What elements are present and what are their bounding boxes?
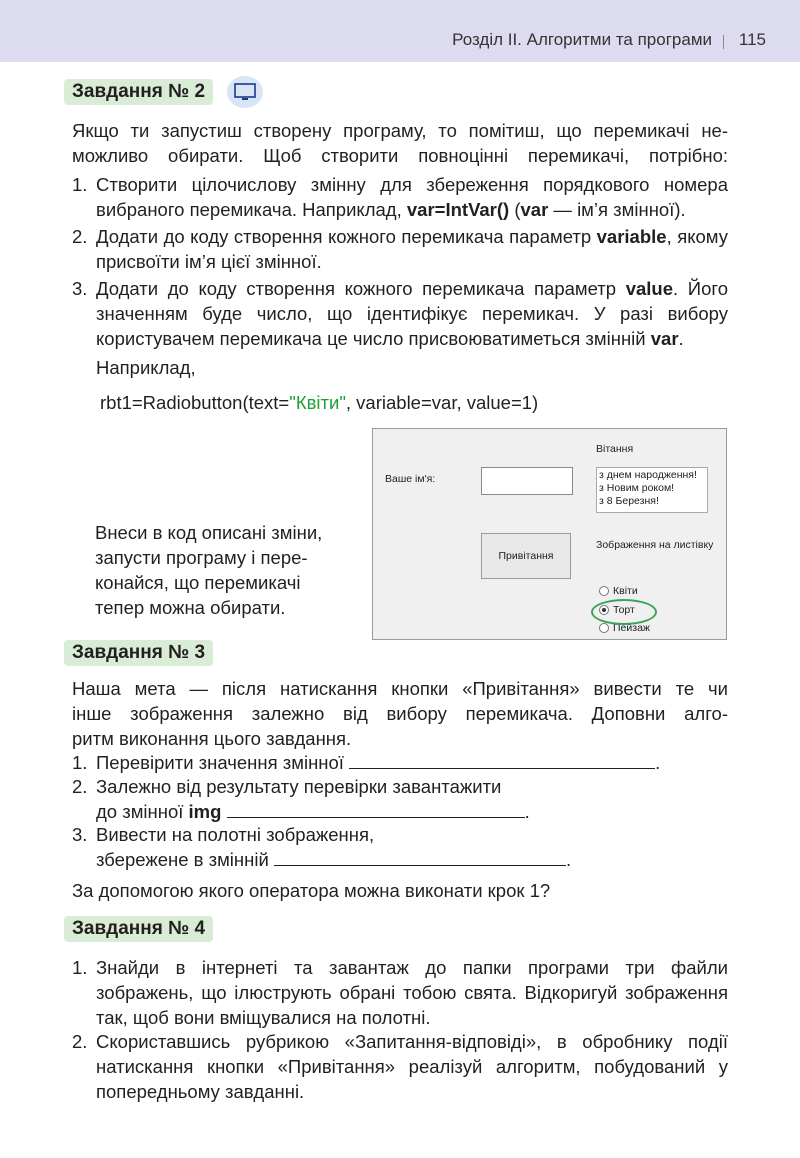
radio-label: Торт (613, 604, 635, 616)
item-text: Перевірити значення змінної (96, 752, 344, 773)
answer-blank[interactable] (227, 817, 525, 818)
item-text: ( (509, 199, 521, 220)
task2-side-text (95, 520, 322, 620)
task3-line3: ритм виконання цього завдання. (72, 728, 352, 749)
page-number: 115 (738, 30, 766, 49)
item-text: Вивести на полотні зображення, (96, 824, 375, 845)
code-part: , variable=var, value=1) (345, 392, 539, 413)
item-number: 1. (72, 957, 88, 978)
radio-flowers[interactable] (599, 585, 638, 597)
task4-item-2 (72, 1029, 728, 1104)
code-string: "Квіти" (289, 392, 346, 413)
code-term: variable (596, 226, 667, 247)
item-text: — ім’я змінної). (548, 199, 686, 220)
task2-item-3 (72, 276, 728, 380)
section-title: Розділ ІІ. Алгоритми та програми (452, 30, 712, 49)
answer-blank[interactable] (349, 768, 655, 769)
task2-item-2 (72, 224, 728, 274)
item-number: 2. (72, 776, 88, 797)
greeting-option[interactable]: з Новим роком! (599, 482, 675, 494)
side-text-line: запусти програму і пере- (95, 547, 308, 568)
item-text: . (678, 328, 684, 349)
code-term: var=IntVar() (406, 199, 510, 220)
radio-label: Пейзаж (613, 622, 650, 634)
item-number: 1. (72, 174, 88, 195)
task3-item-3: 3. Вивести на полотні зображення, збережене в змінній . (72, 822, 728, 872)
item-number: 1. (72, 752, 88, 773)
code-term: var (520, 199, 549, 220)
task2-intro-line2: можливо обирати. Щоб створити повноцінні перемикачі, потрібно: (72, 145, 728, 166)
greeting-option[interactable]: з 8 Березня! (599, 495, 659, 507)
page-header (0, 0, 800, 62)
task3-question: За допомогою якого оператора можна виконати крок 1? (72, 880, 551, 901)
item-text: , якому присвоїти ім’я цієї змінної. (96, 226, 728, 272)
item-text: Наприклад, (96, 357, 196, 378)
image-label: Зображення на листівку (596, 539, 714, 551)
code-part: rbt1=Radiobutton(text= (100, 392, 290, 413)
item-text: Додати до коду створення кожного перемикача параметр (96, 278, 626, 299)
item-text: Залежно від результату перевірки завантажити (96, 776, 502, 797)
item-number: 3. (72, 824, 88, 845)
name-input[interactable] (481, 467, 573, 495)
task3-line2: інше зображення залежно від вибору перемикача. Доповни алго- (72, 703, 728, 724)
code-term: img (188, 801, 222, 822)
code-example (100, 392, 538, 414)
app-window-screenshot (372, 428, 727, 640)
item-text: Скориставшись рубрикою «Запитання-відповіді», в обробнику події натискання кнопки «Привітання» реалізуй алгоритм, побудований у попередньому завданні. (96, 1031, 728, 1102)
greeting-label: Вітання (596, 443, 634, 455)
answer-blank[interactable] (274, 865, 566, 866)
computer-monitor-icon (227, 76, 263, 108)
task4-item-1 (72, 955, 728, 1030)
task3-badge: Завдання № 3 (64, 640, 213, 666)
greeting-button[interactable]: Привітання (481, 533, 571, 579)
task3-item-1: 1. Перевірити значення змінної . (72, 752, 661, 773)
item-text: до змінної (96, 801, 189, 822)
task2-intro-line1: Якщо ти запустиш створену програму, то помітиш, що перемикачі не- (72, 120, 728, 141)
header-divider (723, 35, 724, 49)
code-term: var (650, 328, 679, 349)
radio-circle[interactable] (599, 623, 609, 633)
item-number: 2. (72, 226, 88, 247)
item-text: Створити цілочислову змінну для збереження порядкового номера вибраного перемикача. Наприклад, (96, 174, 728, 220)
task2-badge: Завдання № 2 (64, 79, 213, 105)
task4-badge: Завдання № 4 (64, 916, 213, 942)
item-number: 2. (72, 1031, 88, 1052)
task2-item-1 (72, 172, 728, 222)
side-text-line: конайся, що перемикачі (95, 572, 301, 593)
highlight-ring (591, 599, 657, 625)
code-term: value (625, 278, 673, 299)
side-text-line: Внеси в код описані зміни, (95, 522, 323, 543)
item-text: Додати до коду створення кожного перемикача параметр (96, 226, 597, 247)
item-text: збережене в змінній (96, 849, 269, 870)
task3-line1: Наша мета — після натискання кнопки «Привітання» вивести те чи (72, 678, 728, 699)
greetings-listbox[interactable] (596, 467, 708, 513)
radio-circle[interactable] (599, 586, 609, 596)
item-number: 3. (72, 278, 88, 299)
task3-item-2: 2. Залежно від результату перевірки завантажити до змінної img . (72, 774, 728, 824)
radio-label: Квіти (613, 585, 638, 597)
item-text: . Його значенням буде число, що ідентифікує перемикач. У разі вибору користувачем перемикача це число присвоюватиметься змінній (96, 278, 728, 349)
item-text: Знайди в інтернеті та завантаж до папки програми три файли зображень, що ілюструють обрані тобою свята. Відкоригуй зображення так, щоб вони вміщувалися на полотні. (96, 957, 728, 1028)
side-text-line: тепер можна обирати. (95, 597, 286, 618)
greeting-option[interactable]: з днем народження! (599, 469, 697, 481)
name-label: Ваше ім'я: (385, 473, 436, 485)
